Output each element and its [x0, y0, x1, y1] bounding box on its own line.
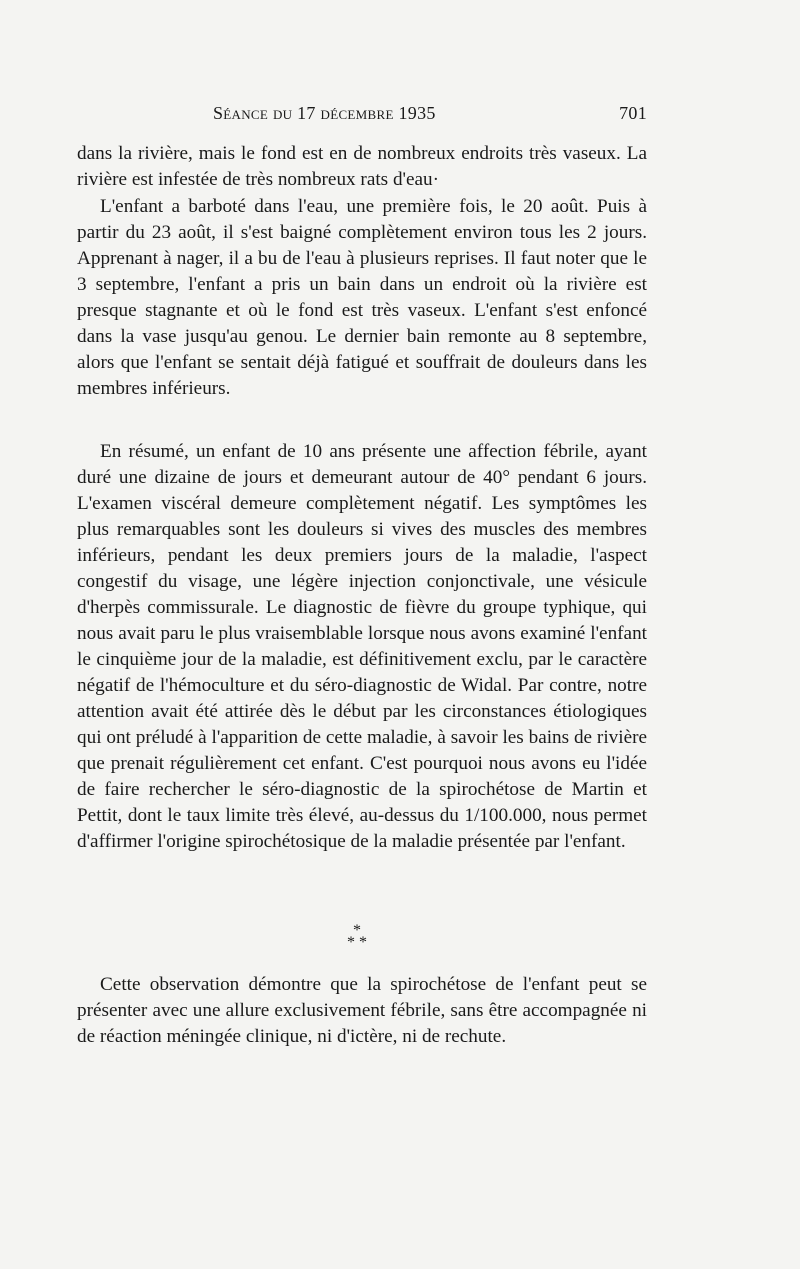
book-page	[77, 0, 647, 1269]
paragraph-summary: En résumé, un enfant de 10 ans présente une affection fébrile, ayant duré une dizaine de jours et demeurant autour de 40° pendant 6 jours. L'examen viscéral demeure complètement négatif. Les symptômes les plus remarquables sont les douleurs si vives des muscles des membres inférieurs, pendant les deux premiers jours de la maladie, l'aspect congestif du visage, une légère injection conjonctivale, une vésicule d'herpès commissurale. Le diagnostic de fièvre du groupe typhique, qui nous avait paru le plus vraisemblable lorsque nous avons examiné l'enfant le cinquième jour de la maladie, est définitivement exclu, par le caractère négatif de l'hémoculture et du séro-diagnostic de Widal. Par contre, notre attention avait été attirée dès le début par les circonstances étiologiques qui ont préludé à l'apparition de cette maladie, à savoir les bains de rivière que prenait régulièrement cet enfant. C'est pourquoi nous avons eu l'idée de faire rechercher le séro-diagnostic de la spirochétose de Martin et Pettit, dont le taux limite très élevé, au-dessus du 1/100.000, nous permet d'affirmer l'origine spirochétosique de la maladie présentée par l'enfant.	[77, 441, 647, 852]
running-header	[77, 103, 647, 129]
running-title: Séance du 17 décembre 1935	[213, 103, 436, 123]
paragraph-conclusion: Cette observation démontre que la spirochétose de l'enfant peut se présenter avec une allure exclusivement fébrile, sans être accompagnée ni de réaction méningée clinique, ni d'ictère, ni de rechute.	[77, 974, 647, 1047]
asterism-bottom: * *	[347, 934, 367, 951]
page-number: 701	[619, 103, 647, 123]
paragraph-bathing-history: L'enfant a barboté dans l'eau, une première fois, le 20 août. Puis à partir du 23 août, il s'est baigné complètement environ tous les 2 jours. Apprenant à nager, il a bu de l'eau à plusieurs reprises. Il faut noter que le 3 septembre, l'enfant a pris un bain dans un endroit où la rivière est presque stagnante et où le fond est très vaseux. L'enfant s'est enfoncé dans la vase jusqu'au genou. Le dernier bain remonte au 8 septembre, alors que l'enfant se sentait déjà fatigué et souffrait de douleurs dans les membres inférieurs.	[77, 196, 647, 399]
paragraph-continuation: dans la rivière, mais le fond est en de nombreux endroits très vaseux. La rivière est infestée de très nombreux rats d'eau·	[77, 143, 647, 190]
asterism-top: *	[353, 922, 361, 939]
section-asterism	[337, 922, 377, 951]
